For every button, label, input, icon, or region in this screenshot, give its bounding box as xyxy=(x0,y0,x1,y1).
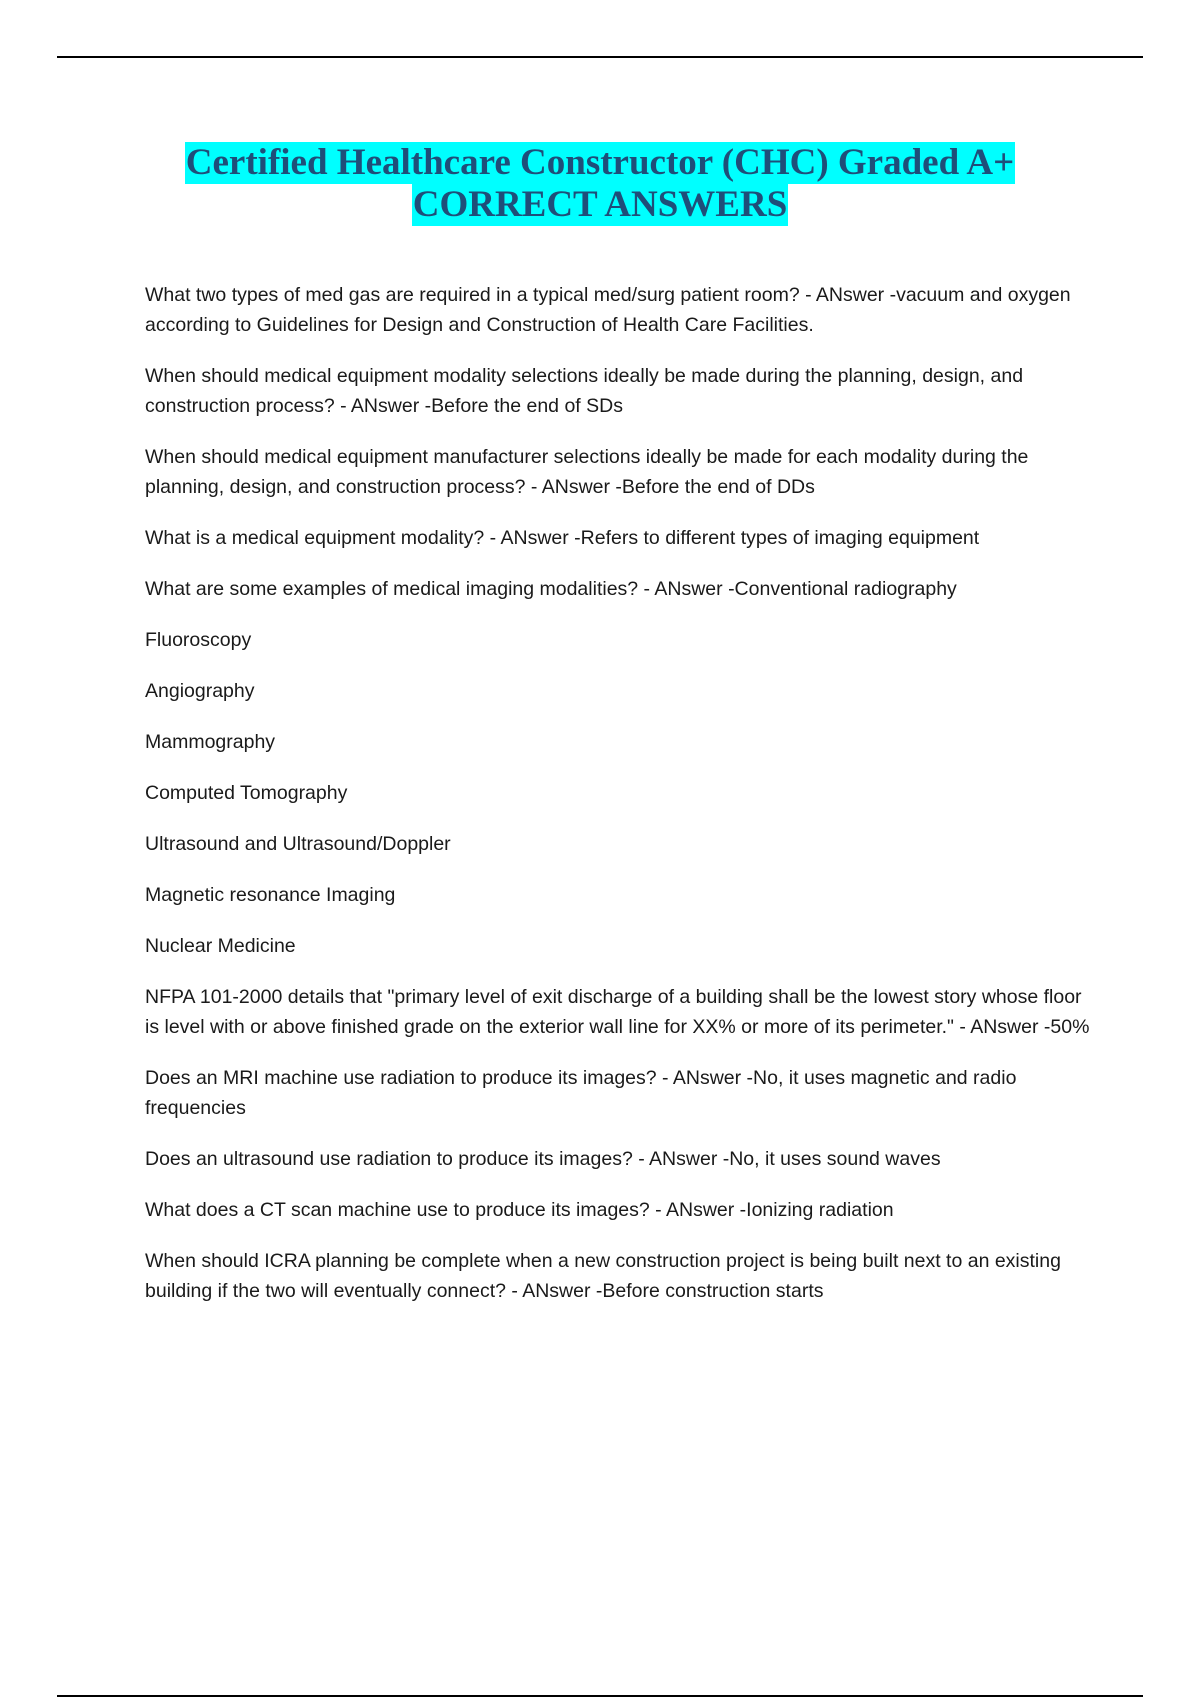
qa-paragraph: When should medical equipment modality selections ideally be made during the planning, design, and construction process? - ANswer -Before the end of SDs xyxy=(145,365,1024,417)
modality-item: Angiography xyxy=(145,680,255,702)
title-line-2: CORRECT ANSWERS xyxy=(412,184,788,225)
qa-paragraph: When should ICRA planning be complete when a new construction project is being built next to an existing building if the two will eventually connect? - ANswer -Before construction starts xyxy=(145,1250,1061,1302)
document-body xyxy=(145,280,1090,1327)
qa-paragraph: What is a medical equipment modality? - ANswer -Refers to different types of imaging equipment xyxy=(145,527,980,549)
modality-item: Magnetic resonance Imaging xyxy=(145,884,396,906)
qa-paragraph: What two types of med gas are required in a typical med/surg patient room? - ANswer -vacuum and oxygen according to Guidelines for Design and Construction of Health Care Facilities. xyxy=(145,284,1071,336)
document-title xyxy=(0,142,1200,226)
modality-item: Mammography xyxy=(145,731,276,753)
bottom-rule xyxy=(57,1695,1143,1697)
modality-item: Nuclear Medicine xyxy=(145,935,296,957)
title-line-1: Certified Healthcare Constructor (CHC) Graded A+ xyxy=(185,142,1015,183)
qa-paragraph: Does an ultrasound use radiation to produce its images? - ANswer -No, it uses sound waves xyxy=(145,1148,941,1170)
qa-paragraph: What are some examples of medical imaging modalities? - ANswer -Conventional radiography xyxy=(145,578,957,600)
qa-paragraph: What does a CT scan machine use to produce its images? - ANswer -Ionizing radiation xyxy=(145,1199,894,1221)
qa-paragraph: When should medical equipment manufacturer selections ideally be made for each modality during the planning, design, and construction process? - ANswer -Before the end of DDs xyxy=(145,446,1029,498)
top-rule xyxy=(57,56,1143,58)
qa-paragraph: Does an MRI machine use radiation to produce its images? - ANswer -No, it uses magnetic and radio frequencies xyxy=(145,1067,1017,1119)
modality-item: Fluoroscopy xyxy=(145,629,252,651)
modality-item: Ultrasound and Ultrasound/Doppler xyxy=(145,833,451,855)
modality-item: Computed Tomography xyxy=(145,782,348,804)
qa-paragraph: NFPA 101-2000 details that "primary level of exit discharge of a building shall be the lowest story whose floor is level with or above finished grade on the exterior wall line for XX% or more of its perimeter." - ANswer -50% xyxy=(145,986,1090,1038)
